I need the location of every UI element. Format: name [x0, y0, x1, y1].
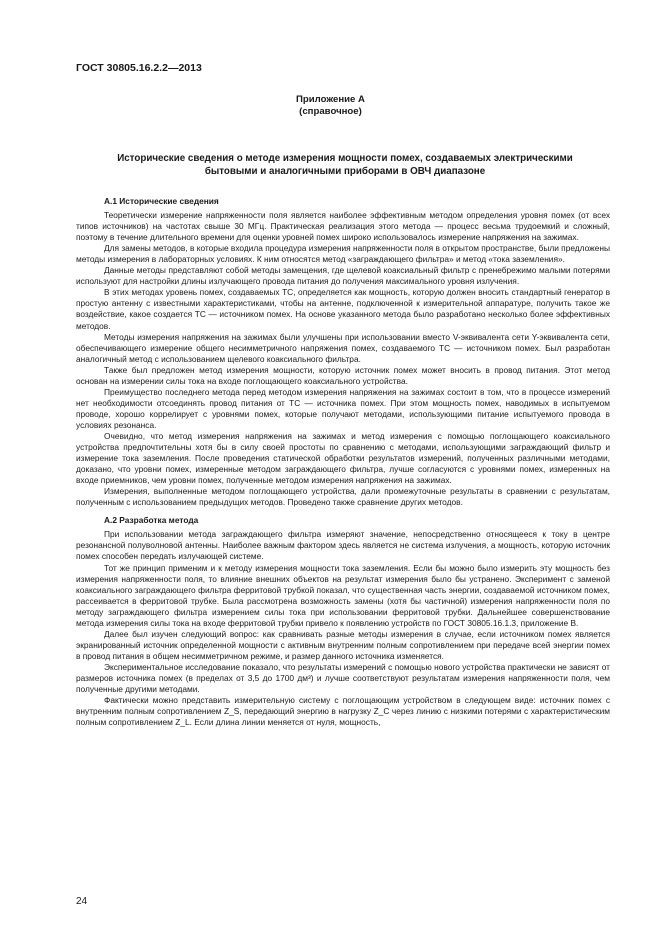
paragraph: При использовании метода заграждающего фильтра измеряют значение, непосредственно относящееся к току в центре резонансной полуволновой антенны. Наиболее важным фактором здесь является не система излучения, а мощность, которую источник помех способен передать излучающей системе. — [76, 529, 610, 562]
standard-code-header: ГОСТ 30805.16.2.2—2013 — [76, 62, 202, 74]
paragraph: Измерения, выполненные методом поглощающего устройства, дали промежуточные результаты в сравнении с результатам, полученным с использованием предыдущих методов. Проведено также сравнение других методов. — [76, 486, 610, 508]
paragraph: Далее был изучен следующий вопрос: как сравнивать разные методы измерения в случае, если источником помех является экранированный источник определенной мощности с активным внутренним полным сопротивлением при передаче всей энергии помех в провод питания в общем несимметричном режиме, и размер данного источника изменяется. — [76, 628, 610, 661]
paragraph: Фактически можно представить измерительную систему с поглощающим устройством в следующем виде: источник помех с внутренним полным сопротивлением Z_S, передающий энергию в нагрузку Z_C через линию с низкими потерями с характеристическим полным сопротивлением Z_L. Если длина линии меняется от нуля, мощность, — [76, 695, 610, 728]
paragraph: Для замены методов, в которые входила процедура измерения напряженности поля в открытом пространстве, были предложены методы измерения в лабораторных условиях. К ним относятся метод «заграждающего фильтра» и метод «тока заземления». — [76, 243, 610, 265]
annex-title: Приложение А — [296, 94, 365, 105]
paragraph: Очевидно, что метод измерения напряжения на зажимах и метод измерения с помощью поглощающего коаксиального устройства предпочтительны хотя бы в силу своей простоты по сравнению с методами, использующими заграждающий фильтр и измерение тока заземления. После проведения статической обработки результатов измерений, полученных различными методами, доказано, что уровни помех, измеренные методом заграждающего фильтра, лучше согласуются с уровнями помех, измеренных на входе приемников, чем уровни помех, полученные методом измерения напряжения на зажимах. — [76, 430, 610, 486]
main-title: Исторические сведения о методе измерения мощности помех, создаваемых электрическими бытовыми и аналогичными приборами в ОВЧ диапазоне — [117, 153, 573, 177]
paragraph: Данные методы представляют собой методы замещения, где щелевой коаксиальный фильтр с пренебрежимо малыми потерями используют для настройки длины излучающего провода питания до получения максимального уровня излучения. — [76, 265, 610, 287]
paragraph: Тот же принцип применим и к методу измерения мощности тока заземления. Если бы можно было измерить эту мощность без измерения напряженности поля, то влияние внешних объектов на результат измерения было бы устранено. Эксперимент с заменой коаксиального заграждающего фильтра ферритовой трубкой показал, что существенная часть энергии, создаваемой источником помех, рассеивается в ферритовой трубке. Была рассмотрена возможность замены (хотя бы частичной) измерения напряженности поля по методу заграждающего фильтра измерением силы тока при использовании ферритовой трубки. Дальнейшее совершенствование метода измерения силы тока на входе ферритовой трубки привело к появлению устройств по ГОСТ 30805.16.1.3, приложение В. — [76, 562, 610, 628]
section-heading-a1: А.1 Исторические сведения — [104, 196, 219, 206]
page-number: 24 — [76, 896, 88, 907]
paragraph: Преимущество последнего метода перед методом измерения напряжения на зажимах состоит в том, что в процессе измерений нет необходимости отсоединять провод питания от ТС — источника помех. При этом мощность помех, наводимых в испытуемом проводе, хорошо коррелирует с уровнями помех, которые получают методами, использующими питание испытуемого провода в условиях резонанса. — [76, 386, 610, 430]
section-heading-a2: А.2 Разработка метода — [104, 515, 199, 526]
paragraph: Методы измерения напряжения на зажимах были улучшены при использовании вместо V-эквивалента сети Y-эквивалента сети, обеспечивающего измерение общего несимметричного напряжения помех, создаваемого ТС — источником помех. Был разработан аналогичный метод с использованием щелевого коаксиального фильтра. — [76, 331, 610, 364]
paragraph: В этих методах уровень помех, создаваемых ТС, определяется как мощность, которую должен вносить стандартный генератор в простую антенну с известными характеристиками, чтобы на антенне, подключенной к измерительной аппаратуре, получить такое же воздействие, какое создается ТС — источником помех. На основе указанного метода было разработано несколько более эффективных методов. — [76, 287, 610, 331]
paragraph: Также был предложен метод измерения мощности, которую источник помех может вносить в провод питания. Этот метод основан на измерении силы тока на входе поглощающего коаксиального устройства. — [76, 364, 610, 386]
body-text — [76, 196, 610, 728]
annex-subtitle: (справочное) — [299, 106, 362, 117]
paragraph: Теоретически измерение напряженности поля является наиболее эффективным методом определения уровня помех (от всех типов источников) на частотах свыше 30 МГц. Практическая реализация этого метода — процесс весьма трудоемкий и сложный, поэтому в течение длительного времени для оценки уровней помех широко использовалось измерение напряжения на зажимах. — [76, 210, 610, 243]
paragraph: Экспериментальное исследование показало, что результаты измерений с помощью нового устройства практически не зависят от размеров источника помех (в пределах от 3,5 до 1700 дм³) и лучше соответствуют результатам измерения напряженности поля, чем полученные другими методами. — [76, 661, 610, 695]
